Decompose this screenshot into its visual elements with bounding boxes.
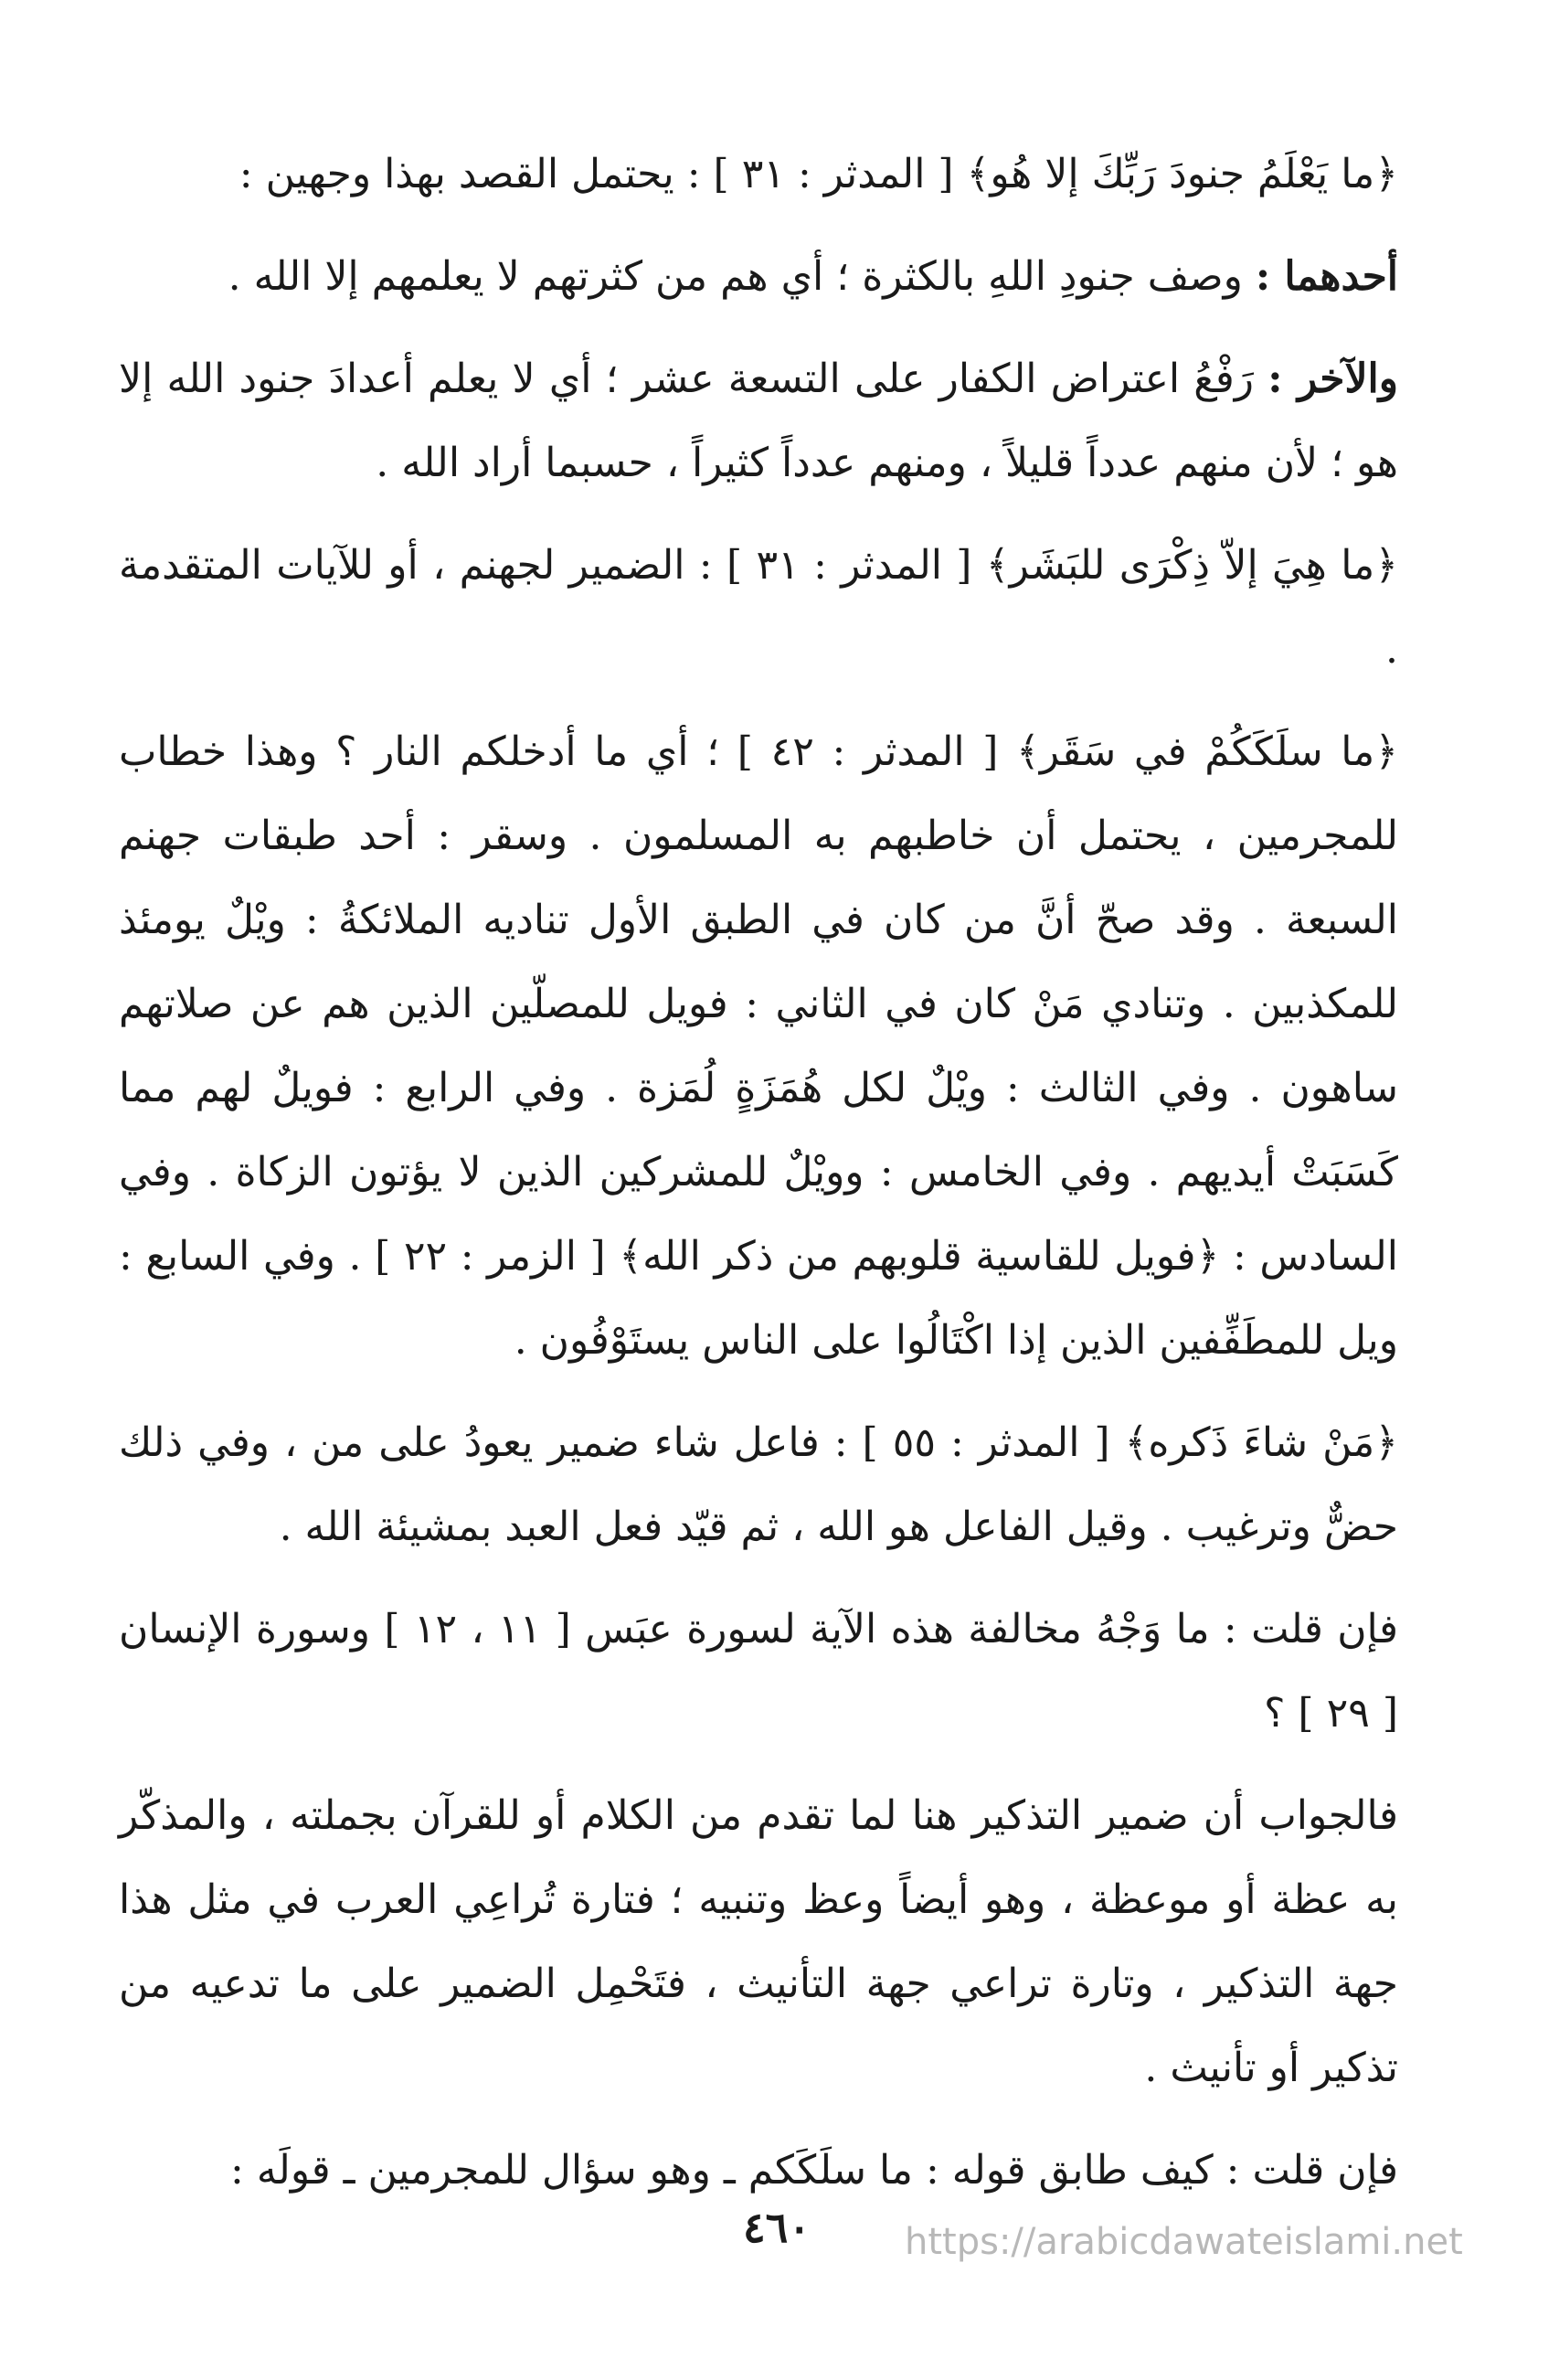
paragraph-text: ﴿مَنْ شاءَ ذَكره﴾ [ المدثر : ٥٥ ] : فاعل شاء ضمير يعودُ على من ، وفي ذلك حضٌّ وترغيب . وقيل الفاعل هو الله ، ثم قيّد فعل العبد بمشيئة الله . [119, 1419, 1398, 1550]
paragraph-text: فإن قلت : كيف طابق قوله : ما سلَكَكم ـ وهو سؤال للمجرمين ـ قولَه : [230, 2147, 1398, 2194]
term-label: والآخر : [1267, 356, 1399, 402]
page-body [119, 133, 1398, 2231]
paragraph-text: ﴿ما سلَكَكُمْ في سَقَر﴾ [ المدثر : ٤٢ ] ؛ أي ما أدخلكم النار ؟ وهذا خطاب للمجرمين ، يحتمل أن خاطبهم به المسلمون . وسقر : أحد طبقات جهنم السبعة . وقد صحّ أنَّ من كان في الطبق الأول تناديه الملائكةُ : ويْلٌ يومئذ للمكذبين . وتنادي مَنْ كان في الثاني : فويل للمصلّين الذين هم عن صلاتهم ساهون . وفي الثالث : ويْلٌ لكل هُمَزَةٍ لُمَزة . وفي الرابع : فويلٌ لهم مما كَسَبَتْ أيديهم . وفي الخامس : وويْلٌ للمشركين الذين لا يؤتون الزكاة . وفي السادس : ﴿فويل للقاسية قلوبهم من ذكر الله﴾ [ الزمر : ٢٢ ] . وفي السابع : ويل للمطَفِّفين الذين إذا اكْتَالُوا على الناس يستَوْفُون . [119, 728, 1398, 1364]
page-number: ٤٦٠ [742, 2203, 811, 2252]
paragraph-text: رَفْعُ اعتراض الكفار على التسعة عشر ؛ أي لا يعلم أعدادَ جنود الله إلا هو ؛ لأن منهم عدداً قليلاً ، ومنهم عدداً كثيراً ، حسبما أراد الله . [119, 356, 1398, 486]
paragraph-text: ﴿ما يَعْلَمُ جنودَ رَبِّكَ إلا هُو﴾ [ المدثر : ٣١ ] : يحتمل القصد بهذا وجهين : [239, 151, 1398, 197]
paragraph-text: فالجواب أن ضمير التذكير هنا لما تقدم من الكلام أو للقرآن بجملته ، والمذكّر به عظة أو موعظة ، وهو أيضاً وعظ وتنبيه ؛ فتارة تُراعِي العرب في مثل هذا جهة التذكير ، وتارة تراعي جهة التأنيث ، فتَحْمِل الضمير على ما تدعيه من تذكير أو تأنيث . [119, 1792, 1398, 2091]
paragraph-6 [119, 1401, 1398, 1569]
paragraph-4 [119, 524, 1398, 692]
paragraph-text: ﴿ما هِيَ إلاّ ذِكْرَى للبَشَر﴾ [ المدثر : ٣١ ] : الضمير لجهنم ، أو للآيات المتقدمة . [119, 542, 1398, 673]
paragraph-3 [119, 337, 1398, 505]
paragraph-5 [119, 710, 1398, 1383]
paragraph-8 [119, 1774, 1398, 2110]
paragraph-text: فإن قلت : ما وَجْهُ مخالفة هذه الآية لسورة عبَس [ ١١ ، ١٢ ] وسورة الإنسان [ ٢٩ ] ؟ [119, 1606, 1398, 1737]
paragraph-2 [119, 235, 1398, 319]
paragraph-7 [119, 1588, 1398, 1756]
paragraph-text: وصف جنودِ اللهِ بالكثرة ؛ أي هم من كثرتهم لا يعلمهم إلا الله . [228, 253, 1256, 300]
paragraph-9 [119, 2129, 1398, 2213]
term-label: أحدهما : [1255, 253, 1398, 300]
watermark-url: https://arabicdawateislami.net [905, 2221, 1463, 2263]
paragraph-1 [119, 133, 1398, 217]
